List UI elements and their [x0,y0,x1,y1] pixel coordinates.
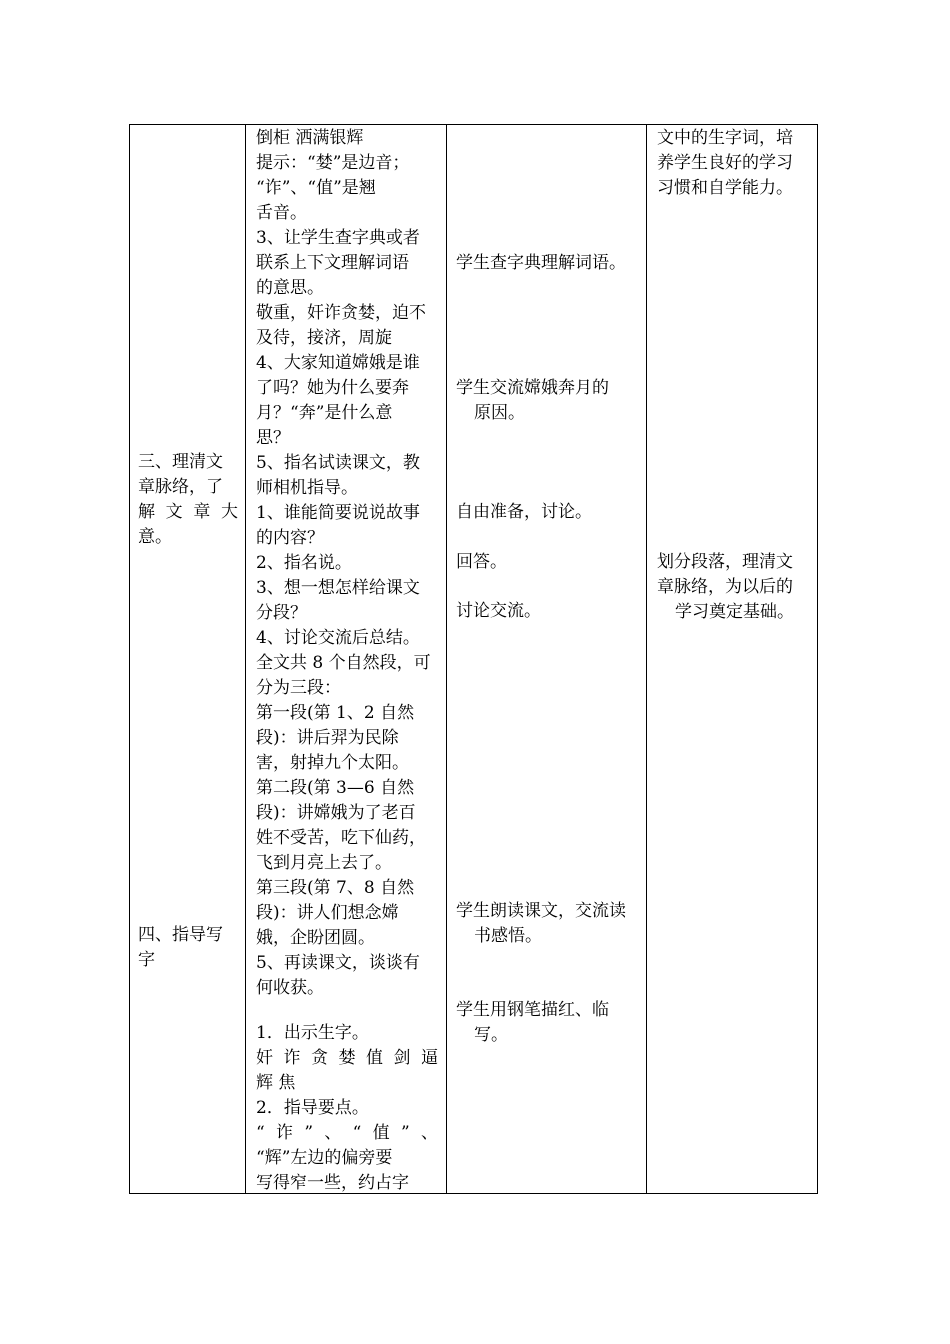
activity-line: 第二段(第 3—6 自然 [256,778,415,798]
activity-line: 1．出示生字。 [256,1023,369,1043]
intent-line: 养学生良好的学习 [657,153,793,173]
activity-line: 及待，接济，周旋 [256,328,392,348]
student-activity-line: 学生交流嫦娥奔月的 [456,378,609,398]
activity-line: 段)：讲人们想念嫦 [256,903,399,923]
lesson-plan-table [129,124,818,1194]
activity-line: 5、再读课文，谈谈有 [256,953,420,973]
column-divider [245,125,246,1193]
activity-line: 1、谁能简要说说故事 [256,503,420,523]
column-divider [646,125,647,1193]
activity-line: 辉 焦 [256,1073,296,1093]
section-heading-3 [138,450,238,550]
activity-line: 娥，企盼团圆。 [256,928,375,948]
section-heading-4 [138,923,238,973]
activity-line: 联系上下文理解词语 [256,253,409,273]
activity-line: 2．指导要点。 [256,1098,369,1118]
activity-line: 的意思。 [256,278,324,298]
intent-line: 章脉络，为以后的 [657,577,793,597]
student-activity-line: 学生朗读课文，交流读 [456,901,626,921]
activity-line: 舌音。 [256,203,307,223]
activity-line: 5、指名试读课文，教 [256,453,420,473]
activity-line: 分为三段： [256,678,341,698]
student-activity-line: 学生查字典理解词语。 [456,253,626,273]
teacher-activity-column [256,126,438,1196]
activity-line: 思？ [256,428,290,448]
intent-line: 文中的生字词，培 [657,128,793,148]
activity-line: 师相机指导。 [256,478,358,498]
activity-line: 了吗？她为什么要奔 [256,378,409,398]
heading-line: 章脉络，了 [138,477,223,497]
heading-line: 三、理清文 [138,452,223,472]
activity-line: 4、大家知道嫦娥是谁 [256,353,420,373]
student-activity-line: 书感悟。 [474,926,542,946]
design-intent-a [657,126,817,201]
activity-line: 何收获。 [256,978,324,998]
heading-line: 四、指导写 [138,925,223,945]
activity-line: 的内容？ [256,528,324,548]
heading-line: 字 [138,950,155,970]
intent-line: 划分段落，理清文 [657,552,793,572]
activity-line: “诈”、“值”、 [256,1123,438,1143]
intent-line: 习惯和自学能力。 [657,178,793,198]
activity-line: 第三段(第 7、8 自然 [256,878,415,898]
activity-line: 段)：讲嫦娥为了老百 [256,803,416,823]
column-divider [446,125,447,1193]
activity-line: 飞到月亮上去了。 [256,853,392,873]
activity-line: 奸 诈 贪 婪 值 剑 逼 [256,1048,438,1068]
student-activity-line: 讨论交流。 [456,601,541,621]
student-activity-line: 原因。 [474,403,525,423]
activity-line: 分段？ [256,603,307,623]
intent-line: 学习奠定基础。 [675,602,794,622]
student-activity-line: 回答。 [456,552,507,572]
activity-line: 段)：讲后羿为民除 [256,728,399,748]
activity-line: 倒柜 洒满银辉 [256,128,364,148]
activity-line: 害，射掉九个太阳。 [256,753,409,773]
activity-line [256,1001,438,1021]
activity-line: 姓不受苦，吃下仙药， [256,828,426,848]
activity-line: 写得窄一些，约占字 [256,1173,409,1193]
heading-line: 意。 [138,527,172,547]
activity-line: 4、讨论交流后总结。 [256,628,420,648]
activity-line: 月？“奔”是什么意 [256,403,393,423]
activity-line: 提示：“婪”是边音； [256,153,410,173]
activity-line: 敬重，奸诈贪婪，迫不 [256,303,426,323]
heading-line: 解 文 章 大 [138,502,238,522]
activity-line: 第一段(第 1、2 自然 [256,703,415,723]
activity-line: “辉”左边的偏旁要 [256,1148,393,1168]
activity-line: “诈”、“值”是翘 [256,178,376,198]
student-activity-line: 学生用钢笔描红、临 [456,1000,609,1020]
student-activity-line: 写。 [474,1025,508,1045]
design-intent-b [657,550,817,625]
student-activity-line: 自由准备，讨论。 [456,502,592,522]
activity-line: 2、指名说。 [256,553,352,573]
activity-line: 3、想一想怎样给课文 [256,578,420,598]
activity-line: 3、让学生查字典或者 [256,228,420,248]
activity-line: 全文共 8 个自然段，可 [256,653,431,673]
